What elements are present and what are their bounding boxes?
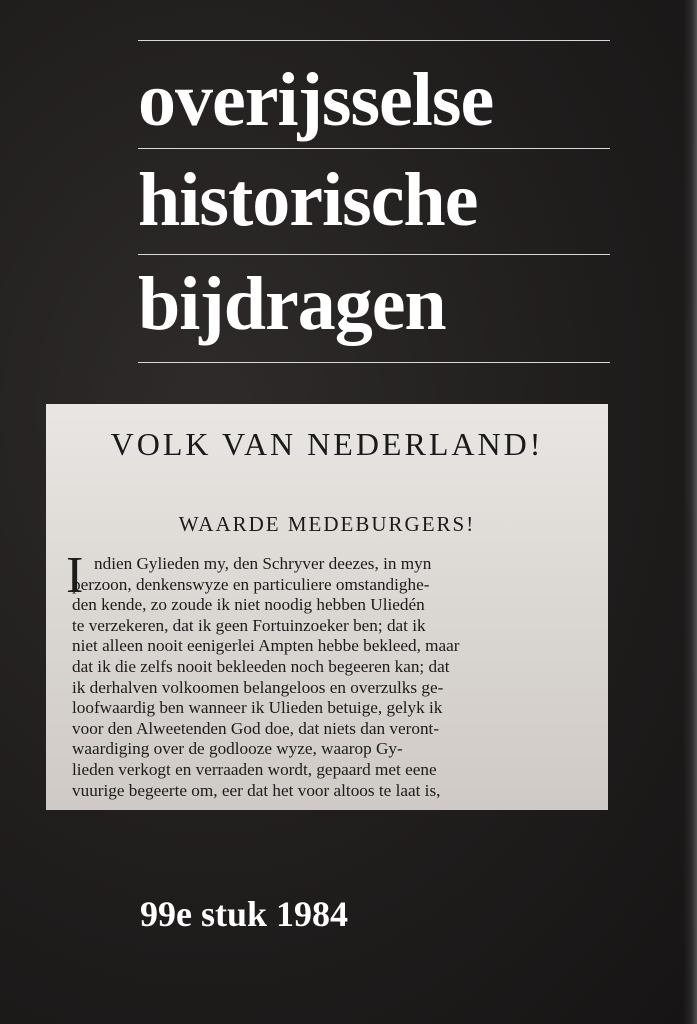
clipping-line: dat ik die zelfs nooit bekleeden noch begeeren kan; dat [72, 656, 450, 676]
title-line-2: historische [138, 158, 478, 242]
title-line-1: overijsselse [138, 58, 494, 142]
title-rule-2 [138, 148, 610, 149]
issue-label: 99e stuk 1984 [140, 894, 349, 934]
title-line-3: bijdragen [138, 262, 446, 346]
title-rule-1 [138, 40, 610, 41]
title-rule-3 [138, 254, 610, 255]
clipping-line: voor den Alweetenden God doe, dat niets dan veront- [72, 718, 440, 738]
clipping-line: den kende, zo zoude ik niet noodig hebben Uliedén [72, 595, 425, 615]
clipping-line: perzoon, denkenswyze en particuliere omstandighe- [72, 574, 430, 594]
clipping-heading: VOLK VAN NEDERLAND! [110, 426, 544, 462]
drop-cap: I [66, 547, 84, 604]
clipping-line: vuurige begeerte om, eer dat het voor altoos te laat is, [72, 780, 441, 800]
newspaper-clipping [46, 404, 608, 810]
clipping-line: te verzekeren, dat ik geen Fortuinzoeker ben; dat ik [72, 615, 426, 635]
clipping-line: ik derhalven volkoomen belangeloos en overzulks ge- [72, 677, 444, 697]
title-rule-4 [138, 362, 610, 363]
clipping-subheading: WAARDE MEDEBURGERS! [178, 512, 476, 536]
clipping-line: loofwaardig ben wanneer ik Ulieden betuige, gelyk ik [72, 698, 443, 718]
clipping-line: lieden verkogt en verraaden wordt, gepaard met eene [72, 759, 437, 779]
clipping-line: niet alleen nooit eenigerlei Ampten hebbe bekleed, maar [72, 636, 460, 656]
cover-edge [683, 0, 697, 1024]
clipping-line: waardiging over de godlooze wyze, waarop Gy- [72, 739, 403, 759]
clipping-body [66, 547, 592, 801]
clipping-line-text: ndien Gylieden my, den Schryver deezes, in myn [94, 554, 432, 573]
